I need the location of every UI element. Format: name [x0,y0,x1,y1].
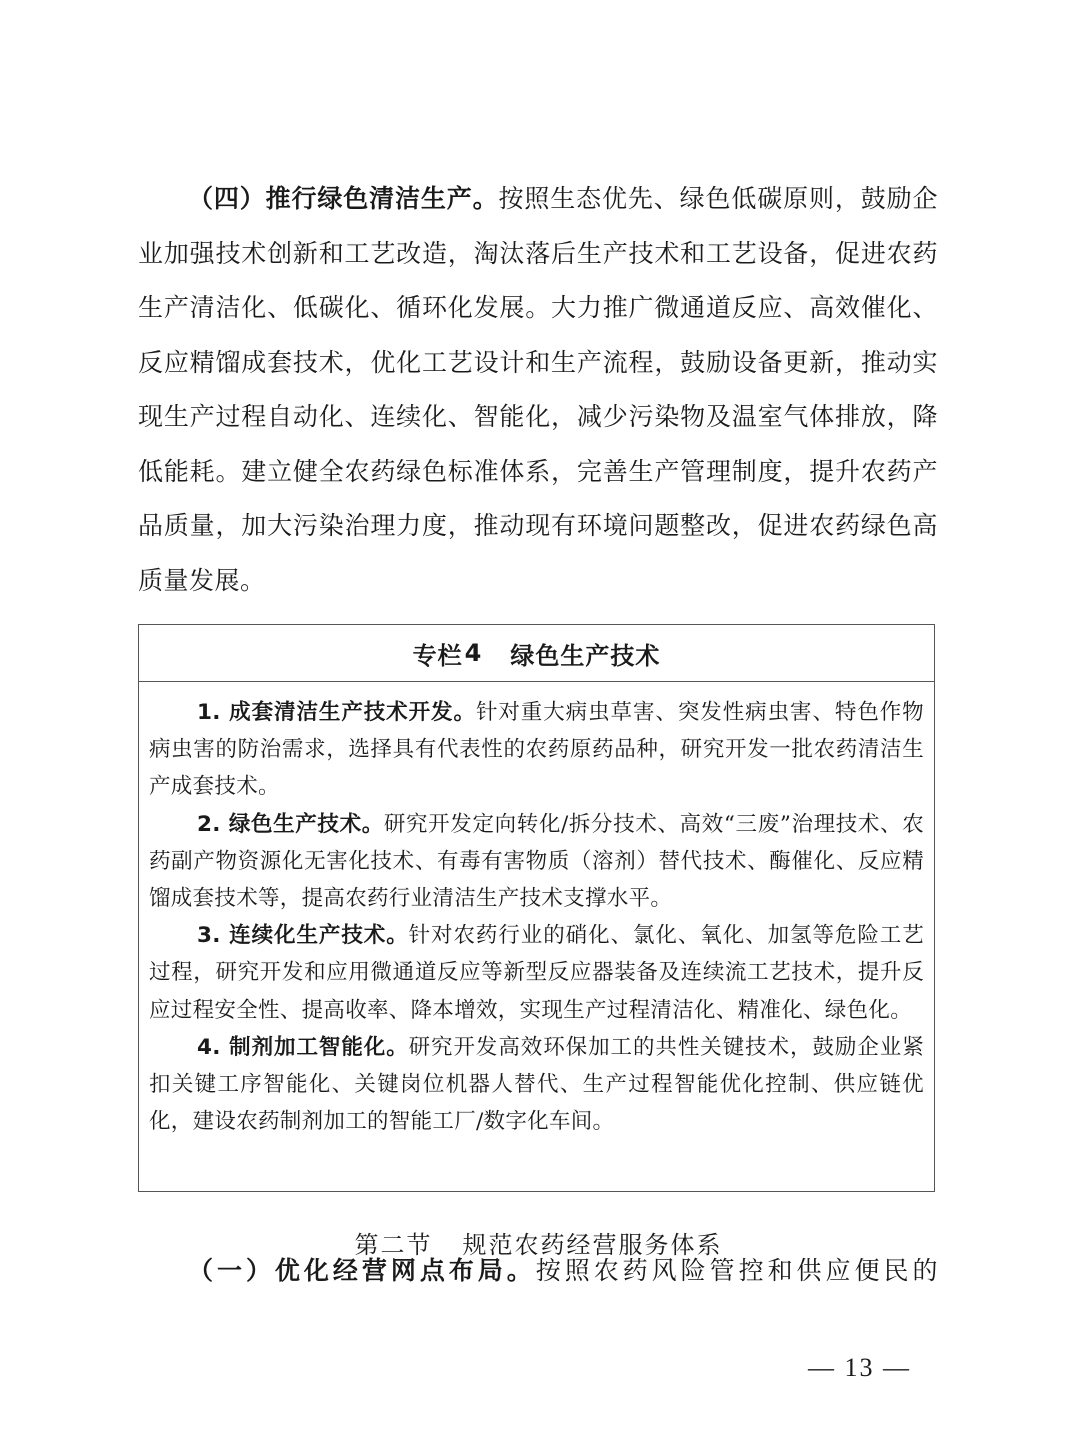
column-box-header [139,625,934,682]
column-item-1-body: 针对重大病虫草害、突发性病虫害、特色作物病虫害的防治需求，选择具有代表性的农药原药品种，研究开发一批农药清洁生产成套技术。 [149,700,924,800]
column-box-number: 4 [464,639,483,667]
section-1-paragraph [138,1244,938,1299]
column-item-1-heading: 1. 成套清洁生产技术开发。 [197,700,476,725]
column-item-4-heading: 4. 制剂加工智能化。 [197,1034,409,1060]
chapter-section-title: 规范农药经营服务体系 [462,1231,723,1259]
column-item-1 [149,694,924,806]
column-box-label: 专栏 [412,641,463,670]
section-4-body: 按照生态优先、绿色低碳原则，鼓励企业加强技术创新和工艺改造，淘汰落后生产技术和工艺设备，促进农药生产清洁化、低碳化、循环化发展。大力推广微通道反应、高效催化、反应精馏成套技术，优化工艺设计和生产流程，鼓励设备更新，推动实现生产过程自动化、连续化、智能化，减少污染物及温室气体排放，降低能耗。建立健全农药绿色标准体系，完善生产管理制度，提升农药产品质量，加大污染治理力度，推动现有环境问题整改，促进农药绿色高质量发展。 [138,184,938,595]
chapter-section-number: 第二节 [354,1231,433,1259]
page-number: — 13 — [808,1353,911,1382]
column-item-3-heading: 3. 连续化生产技术。 [197,923,409,949]
column-item-2 [149,806,924,918]
section-4-heading: （四）推行绿色清洁生产。 [188,184,499,213]
column-box [138,624,935,1192]
section-1-body: 按照农药风险管控和供应便民的 [535,1256,938,1285]
column-box-body [139,682,934,1140]
column-item-3-body: 针对农药行业的硝化、氯化、氧化、加氢等危险工艺过程，研究开发和应用微通道反应等新型反应器装备及连续流工艺技术，提升反应过程安全性、提高收率、降本增效，实现生产过程清洁化、精准化、绿色化。 [149,923,924,1023]
column-box-title: 绿色生产技术 [510,641,661,670]
section-1-heading: （一）优化经营网点布局。 [188,1256,536,1285]
section-4-paragraph [138,172,938,608]
column-item-4 [149,1029,924,1141]
column-item-3 [149,917,924,1029]
column-item-2-body: 研究开发定向转化/拆分技术、高效“三废”治理技术、农药副产物资源化无害化技术、有毒有害物质（溶剂）替代技术、酶催化、反应精馏成套技术等，提高农药行业清洁生产技术支撑水平。 [149,811,924,912]
column-item-4-body: 研究开发高效环保加工的共性关键技术，鼓励企业紧扣关键工序智能化、关键岗位机器人替代、生产过程智能优化控制、供应链优化，建设农药制剂加工的智能工厂/数字化车间。 [149,1034,924,1135]
column-item-2-heading: 2. 绿色生产技术。 [197,811,384,837]
